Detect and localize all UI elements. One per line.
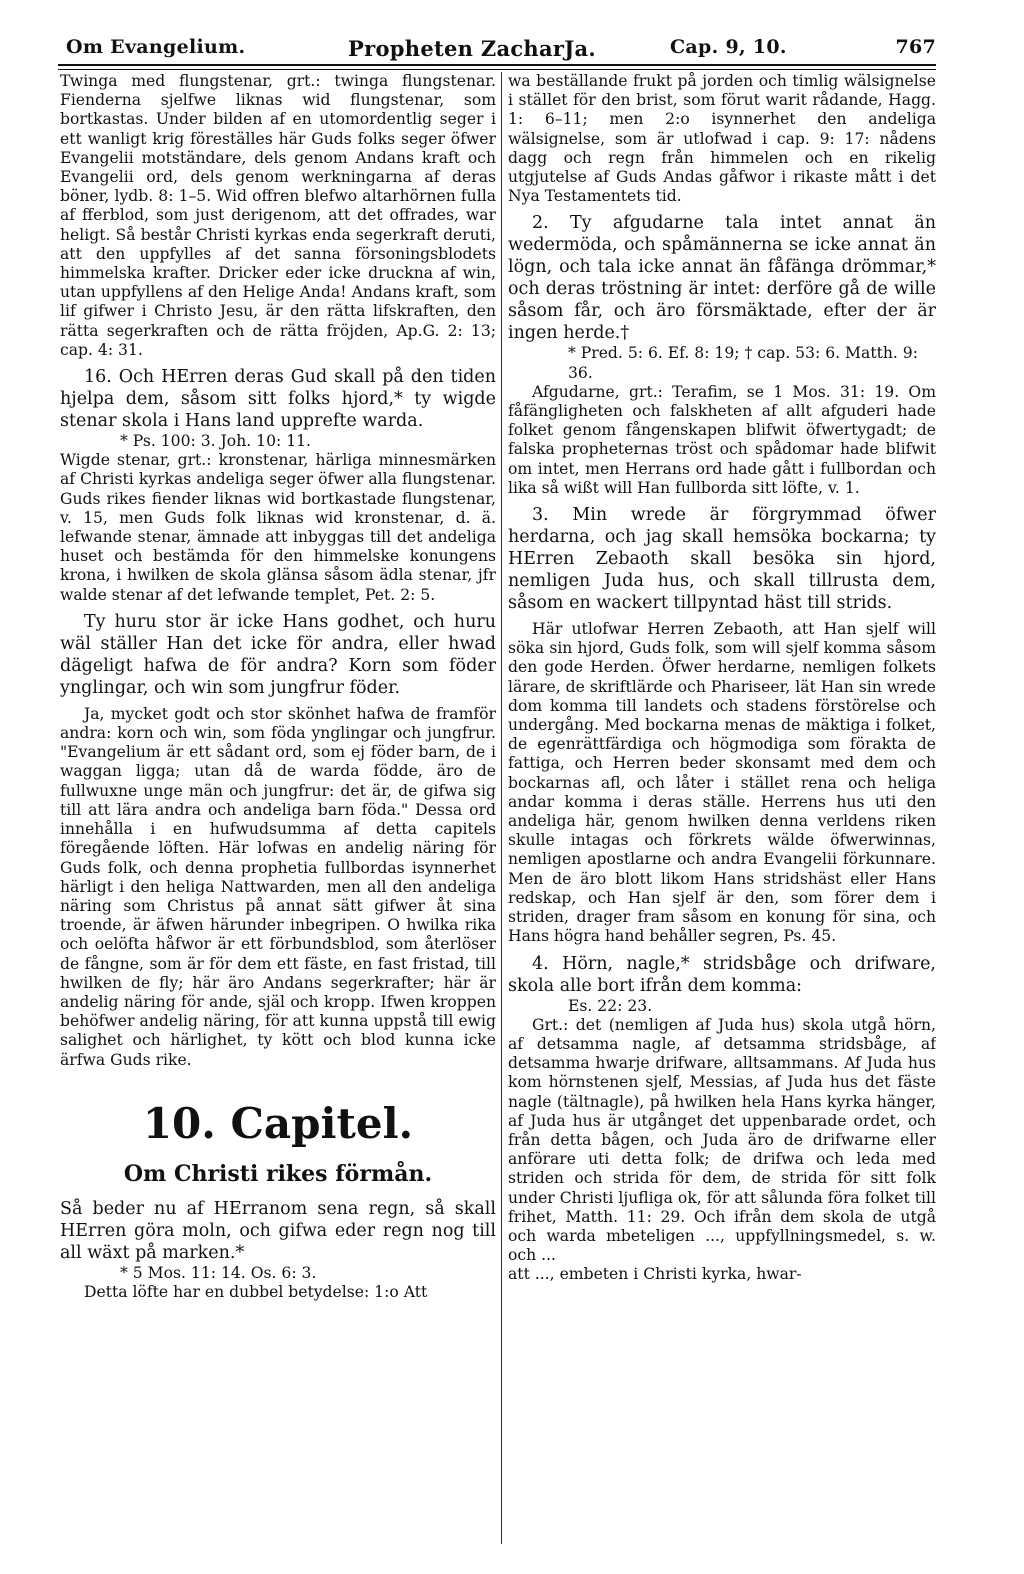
verse-4-reference: Es. 22: 23. (568, 996, 653, 1015)
commentary-paragraph: Grt.: det (nemligen af Juda hus) skola utgå hörn, af detsamma nagle, af detsamma stridsbåge, af detsamma hwarje drifware, alltsammans. Af Juda hus kom hörnstenen sjelf, Messias, af Juda hus det fäste nagle (tältnagle), på hwilken hela Hans kyrka hänger, af Juda hus är utgånget det uppenbarade ordet, och från detta bågen, och Juda äro de drifwarne eller anförare uti detta folk; de drifwa och leda med striden och strida för dem, de strida för sitt folk under Christi ljufliga ok, för att sålunda föra folket till frihet, Matth. 11: 29. Och ifrån dem skola de utgå och warda mbeteligen ..., uppfyllningsmedel, s. w. och ... (508, 1015, 936, 1265)
commentary-paragraph: Afgudarne, grt.: Terafim, se 1 Mos. 31: 19. Om fåfängligheten och falskheten af allt afguderi hade folket genom fångenskapen blifwit öfwertygadt; de falska propheternas tröst och spådomar hade blifwit om intet, men Herrans ord hade gått i fullbordan och lika så wißt will Han fullborda sitt löfte, v. 1. (508, 382, 936, 497)
commentary-paragraph: Här utlofwar Herren Zebaoth, att Han sjelf will söka sin hjord, Guds folk, som will sjelf komma såsom den gode Herden. Öfwer herdarne, nemligen folkets lärare, de skriftlärde och Phariseer, lät Han sin wrede dom komma till landets och stadens förstörelse och undergång. Med bockarna menas de mäktiga i folket, de egenrättfärdiga och högmodiga som förakta de fattiga, och Herren beder skonsamt med dem och bockarnas afl, och låter i stället rena och heliga andar komma i deras ställe. Herrens hus uti den andeliga här, genom hwilken denna verldens riken skulle intagas och förkrets wälde öfwerwinnas, nemligen apostlarne och andra Evangelii förkunnare. Men de äro blott likom Hans stridshäst eller Hans redskap, och Han sjelf är den, som förer dem i striden, drager fram såsom en konung för sina, och Hans högra hand behåller segren, Ps. 45. (508, 620, 936, 946)
commentary-paragraph: wa beställande frukt på jorden och timlig wälsignelse i stället för den brist, som förut warit rådande, Hagg. 1: 6–11; men 2:o isynnerhet den andeliga wälsignelse, som är utlofwad i cap. 9: 17: nådens dagg och regn från himmelen och en rikelig utgjutelse af Guds Andas gåfwor i rikaste mått i det Nya Testamentets tid. (508, 72, 936, 206)
right-column (508, 72, 936, 1556)
header-rule-thick (58, 64, 936, 66)
chapter-title: 10. Capitel. (142, 1098, 414, 1148)
left-column (60, 72, 496, 1556)
commentary-paragraph: Detta löfte har en dubbel betydelse: 1:o Att (84, 1282, 428, 1301)
commentary-paragraph: Twinga med flungstenar, grt.: twinga flungstenar. Fienderna sjelfwe liknas wid flungstenar, som bortkastas. Under bilden af en utomordentlig seger i ett wanligt krig föreställes här Guds folks seger öfwer Evangelii motständare, dels genom Andans kraft och Evangelii ord, dels genom werkningarna af deras böner, lydb. 8: 1–5. Wid offren blefwo altarhörnen fulla af fferblod, som just derigenom, att det offrades, war heligt. Så består Christi kyrkas enda segerkraft deruti, att den uppfylles af det sanna försoningsblodets himmelska krafter. Dricker eder icke druckna af win, utan uppfyllens af den Helige Anda! Andans kraft, som lif gifwer i Christo Jesu, är den rätta lifskraften, den rätta segerkraften och de rätta fröjden, Ap.G. 2: 13; cap. 4: 31. (60, 72, 496, 359)
commentary-paragraph-tail: att ..., embeten i Christi kyrka, hwar- (508, 1265, 802, 1284)
header-book-title: Propheten ZacharJa. (348, 36, 597, 61)
verse-1: Så beder nu af HErranom sena regn, så skall HErren göra moln, och gifwa eder regn nog till all wäxt på marken.* (60, 1198, 496, 1263)
verse-3: 3. Min wrede är förgrymmad öfwer herdarna, och jag skall hemsöka bockarna; ty HErren Zebaoth skall besöka sin hjord, nemligen Juda hus, och skall tillrusta dem, såsom en wackert tillpyntad häst till strids. (508, 505, 936, 614)
verse-2-reference: * Pred. 5: 6. Ef. 8: 19; † cap. 53: 6. Matth. 9: 36. (568, 344, 918, 382)
verse-4: 4. Hörn, nagle,* stridsbåge och drifware, skola alle bort ifrån dem komma: (508, 953, 936, 996)
running-header (58, 36, 936, 62)
header-rule-thin (58, 69, 936, 70)
header-section-title: Om Evangelium. (66, 36, 246, 58)
commentary-paragraph: Ja, mycket godt och stor skönhet hafwa de framför andra: korn och win, som föda ynglingar och jungfrur. "Evangelium är ett sådant ord, som ej föder barn, de i waggan ligga; utan då de warda födde, äro de fullwuxne unge män och jungfrur: det är, de gifwa sig till att lära andra och andeliga barn föda." Dessa ord innehålla i en hufwudsumma af detta capitels föregående löften. Här lofwas en andelig näring för Guds folk, och denna prophetia fullbordas isynnerhet härligt i den heliga Nattwarden, men all den andeliga näring som Christus på annat sätt gifwer åt sina troende, är äfwen härunder inbegripen. O hwilka rika och oelöfta håfwor är ett förbundsblod, som återlöser de fångne, som är för dem ett fäste, en fast fristad, till hwilken de fly; här äro Andans segerkrafter; här är andelig näring för ande, själ och kropp. Ifwen kroppen behöfwer andelig näring, för att kunna uppstå till ewig salighet och härlighet, ty kött och blod kunna icke ärfwa Guds rike. (60, 704, 496, 1069)
commentary-paragraph: Wigde stenar, grt.: kronstenar, härliga minnesmärken af Christi kyrkas andeliga seger öfwer alla flungstenar. Guds rikes fiender liknas wid bortkastade flungstenar, v. 15, men Guds folk liknas wid kronstenar, d. ä. lefwande stenar, ämnade att inbyggas till det andeliga huset och bestämda för den himmelske konungens krona, i hwilken de skola glänsa såsom ädla stenar, jfr walde stenar af det lefwande templet, Pet. 2: 5. (60, 451, 496, 604)
chapter-subtitle: Om Christi rikes förmån. (123, 1160, 433, 1187)
page-number: 767 (895, 36, 936, 58)
verse-17: Ty huru stor är icke Hans godhet, och huru wäl ställer Han det icke för andra, eller hwad dägeligt hafwa de för andra? Korn som föder ynglingar, och win som jungfrur föder. (60, 611, 496, 698)
verse-16: 16. Och HErren deras Gud skall på den tiden hjelpa dem, såsom sitt folks hjord,* ty wigde stenar skola i Hans land upprefte warda. (60, 367, 496, 432)
column-divider (501, 72, 502, 1544)
verse-2: 2. Ty afgudarne tala intet annat än wedermöda, och spåmännerna se icke annat än lögn, och tala icke annat än fåfänga drömmar,* och deras tröstning är intet: derföre gå de wille såsom får, och äro försmäktade, efter der är ingen herde.† (508, 213, 936, 344)
header-chapter: Cap. 9, 10. (670, 36, 787, 58)
verse-16-reference: * Ps. 100: 3. Joh. 10: 11. (120, 432, 312, 451)
verse-1-reference: * 5 Mos. 11: 14. Os. 6: 3. (120, 1263, 317, 1282)
